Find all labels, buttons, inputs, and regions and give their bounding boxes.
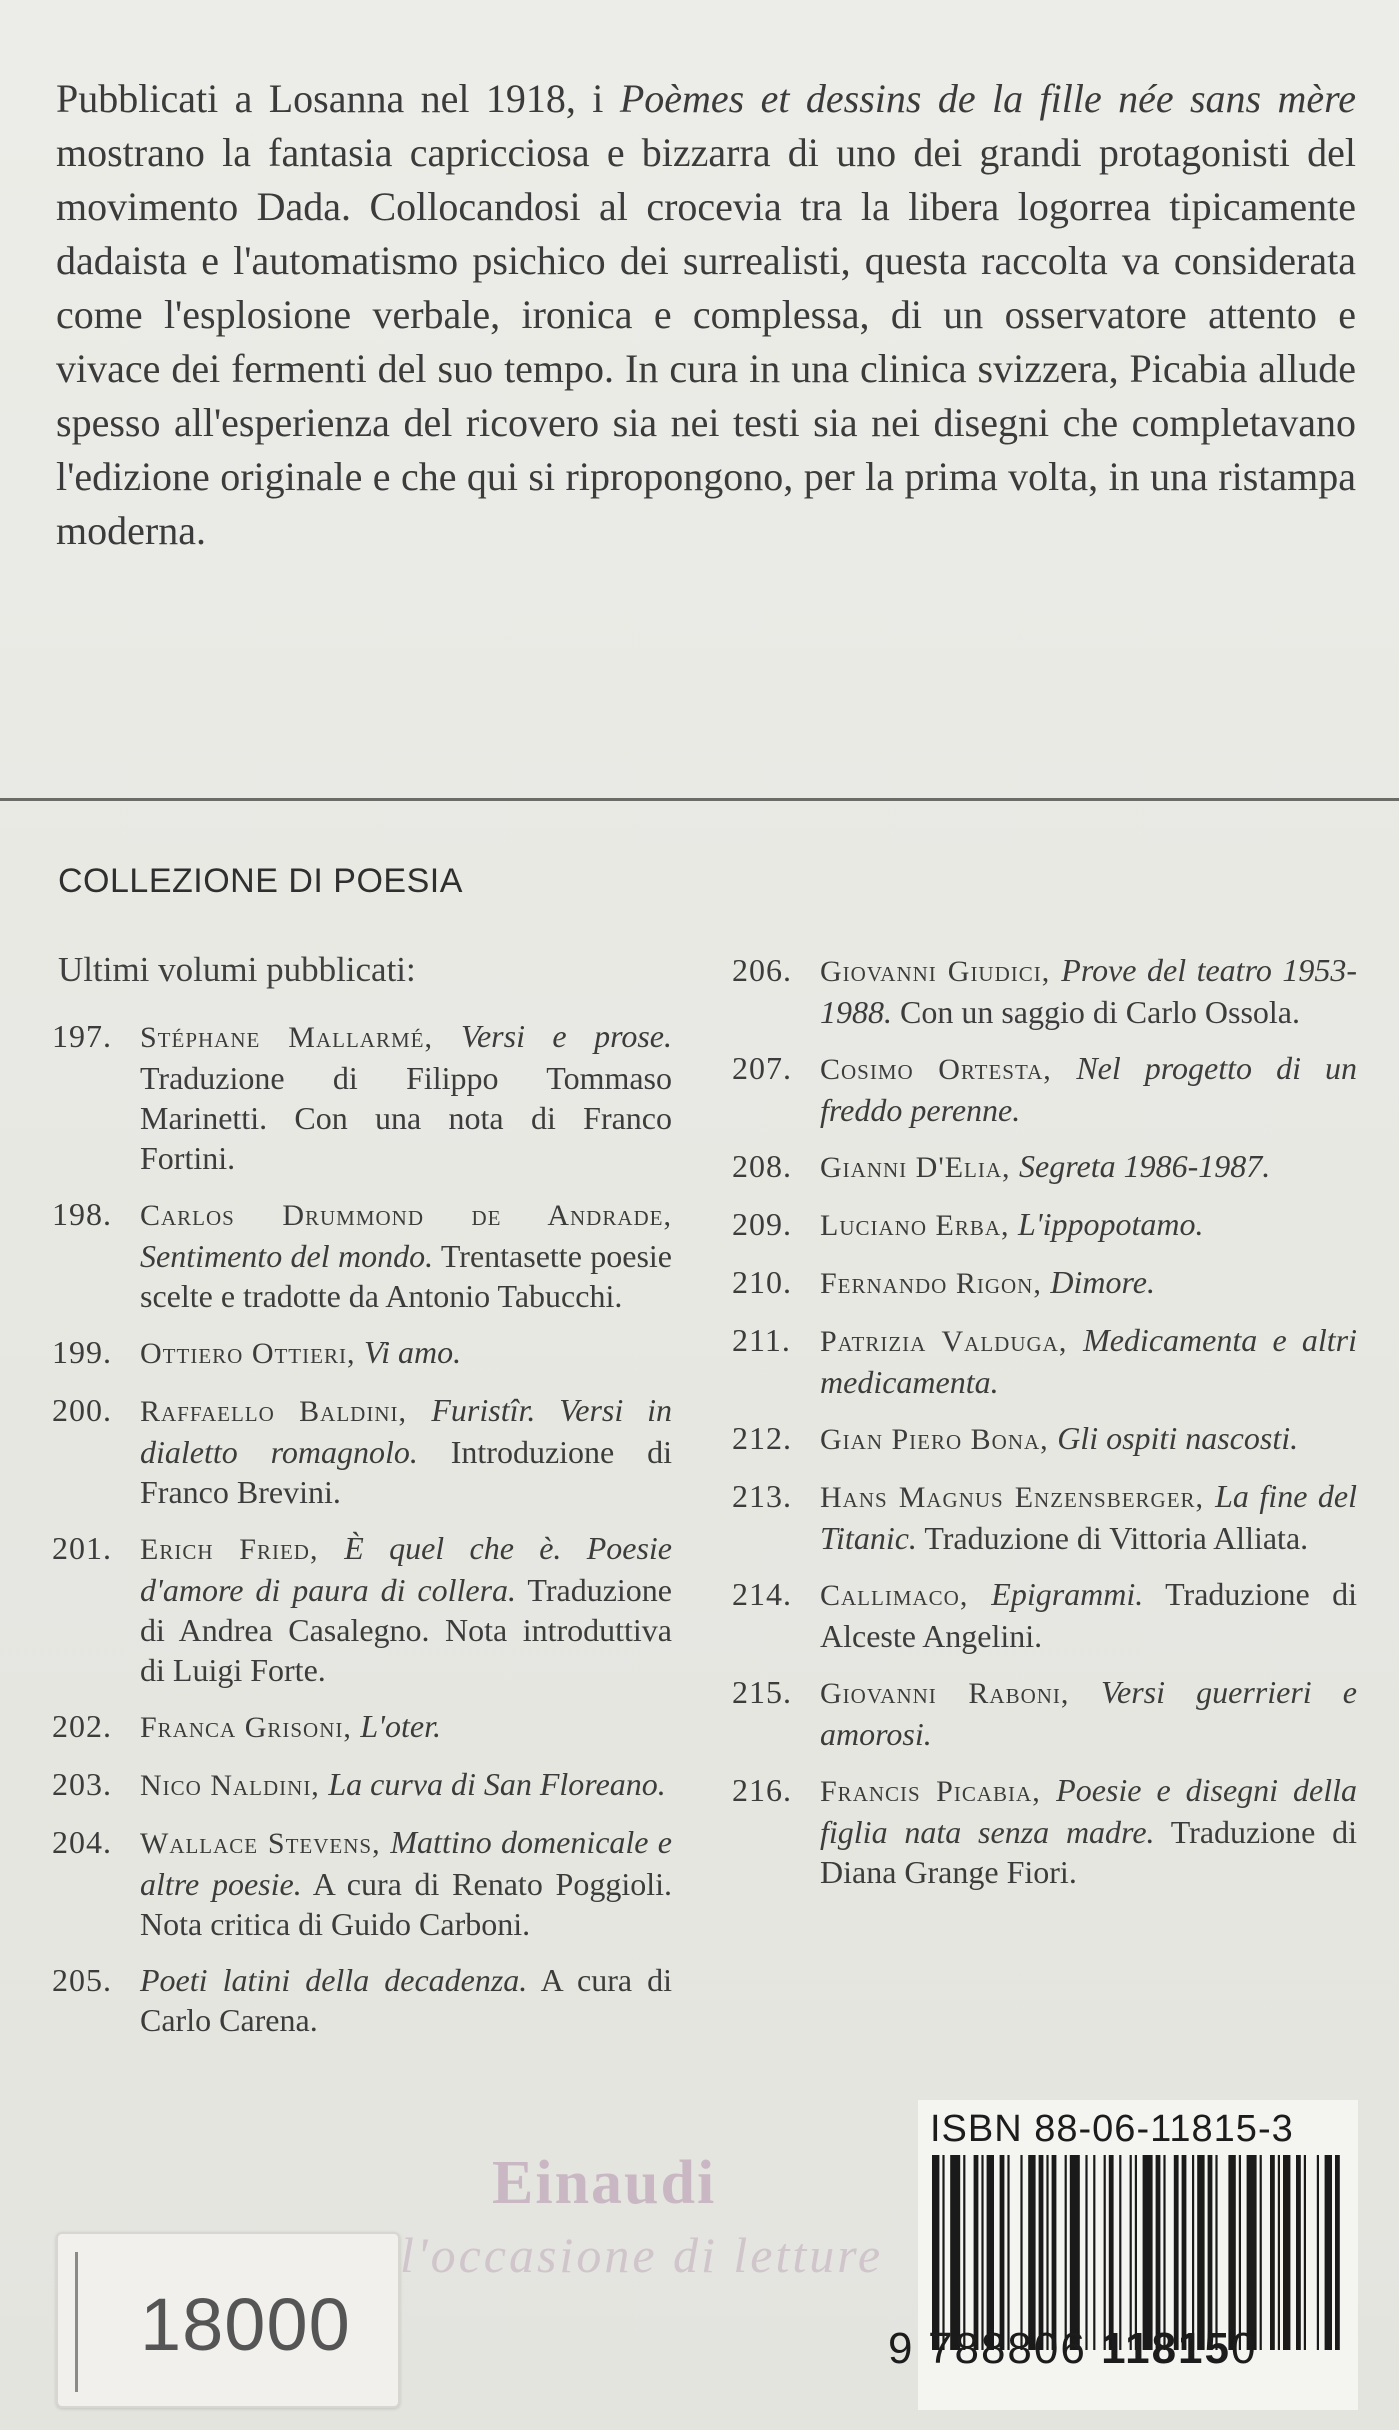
cover-blurb: Pubblicati a Losanna nel 1918, i Poèmes et dessins de la fille née sans mère mostrano la fantasia capricciosa e bizzarra di uno dei grandi protagonisti del movimento Dada. Collocandosi al crocevia tra la libera logorrea tipicamente dadaista e l'automatismo psichico dei surrealisti, questa raccolta va considerata come l'esplosione verbale, ironica e complessa, di un osservatore attento e vivace dei fermenti del suo tempo. In cura in una clinica svizzera, Picabia allude spesso all'esperienza del ricovero sia nei testi sia nei disegni che completavano l'edizione originale e che qui si ripropongono, per la prima volta, in una ristampa moderna. [56, 76, 1356, 553]
volume-list-left [52, 1016, 672, 2056]
volume-title: Sentimento del mondo. [140, 1238, 434, 1274]
volume-title: La curva di San Floreano. [328, 1766, 666, 1802]
volume-author: Cosimo Ortesta, [820, 1053, 1077, 1086]
volume-title: Medicamenta e altri medicamenta. [820, 1322, 1357, 1400]
volume-author: Gianni D'Elia, [820, 1151, 1020, 1184]
volume-number: 209. [732, 1206, 792, 1242]
volume-title: Poesie e disegni della figlia nata senza madre. [820, 1772, 1358, 1850]
volume-number: 206. [732, 952, 792, 988]
volume-description [820, 1672, 1357, 1754]
volume-description [820, 1320, 1357, 1402]
volume-title: Dimore. [1050, 1264, 1155, 1300]
volume-number: 198. [52, 1196, 112, 1232]
volume-author: Hans Magnus Enzensberger, [820, 1481, 1216, 1514]
volume-description [140, 1528, 672, 1690]
volume-description [140, 1960, 672, 2040]
isbn-number: ISBN 88-06-11815-3 [930, 2108, 1294, 2150]
volume-entry [52, 1332, 672, 1374]
volume-author: Gian Piero Bona, [820, 1423, 1058, 1456]
volume-number: 207. [732, 1050, 792, 1086]
volume-note: Trentasette poesie scelte e tradotte da Antonio Tabucchi. [140, 1238, 673, 1314]
volume-number: 202. [52, 1708, 112, 1744]
volume-number: 215. [732, 1674, 792, 1710]
volume-entry [732, 1672, 1357, 1754]
volume-entry [732, 1146, 1357, 1188]
volume-title: Furistîr. Versi in dialetto romagnolo. [140, 1392, 672, 1470]
volume-title: Segreta 1986-1987. [1019, 1148, 1271, 1184]
publisher-stamp: Einaudi [492, 2149, 717, 2217]
volume-description [140, 1390, 672, 1512]
volume-entry [732, 1770, 1357, 1892]
volume-title: Versi e prose. [460, 1018, 673, 1054]
volume-author: Giovanni Giudici, [820, 955, 1062, 988]
volume-note: Traduzione di Vittoria Alliata. [916, 1520, 1309, 1556]
volume-entry [732, 1574, 1357, 1656]
volume-number: 208. [732, 1148, 792, 1184]
volume-description [820, 1770, 1357, 1892]
volume-author: Stéphane Mallarmé, [140, 1021, 461, 1054]
volume-number: 205. [52, 1962, 112, 1998]
volume-number: 210. [732, 1264, 792, 1300]
volume-number: 203. [52, 1766, 112, 1802]
volume-author: Callimaco, [820, 1579, 992, 1612]
volume-author: Luciano Erba, [820, 1209, 1018, 1242]
volume-note: A cura di Renato Poggioli. Nota critica di Guido Carboni. [140, 1866, 673, 1942]
volume-number: 204. [52, 1824, 112, 1860]
volume-entry [732, 1476, 1357, 1558]
volume-note: Introduzione di Franco Brevini. [140, 1434, 672, 1510]
ean-digits: 9 788806 118150 [888, 2324, 1258, 2373]
barcode-icon [930, 2155, 1342, 2350]
volume-number: 213. [732, 1478, 792, 1514]
volume-description [820, 1048, 1357, 1130]
volume-author: Patrizia Valduga, [820, 1325, 1084, 1358]
volume-entry [52, 1960, 672, 2040]
volume-entry [732, 1418, 1357, 1460]
volume-entry [52, 1764, 672, 1806]
volume-author: Giovanni Raboni, [820, 1677, 1102, 1710]
volume-entry [52, 1706, 672, 1748]
volume-note: A cura di Carlo Carena. [140, 1962, 673, 2038]
volume-author: Raffaello Baldini, [140, 1395, 432, 1428]
volume-entry [732, 1204, 1357, 1246]
volume-description [820, 950, 1357, 1032]
volume-description [820, 1418, 1357, 1460]
volume-note: Traduzione di Alceste Angelini. [820, 1576, 1357, 1654]
volume-author: Wallace Stevens, [140, 1827, 391, 1860]
volume-title: La fine del Titanic. [820, 1478, 1358, 1556]
volume-title: Vi amo. [363, 1334, 462, 1370]
volume-author: Erich Fried, [140, 1533, 345, 1566]
volume-title: Mattino domenicale e altre poesie. [140, 1824, 672, 1902]
volume-entry [732, 1262, 1357, 1304]
volume-description [140, 1332, 672, 1374]
volume-entry [732, 1048, 1357, 1130]
volume-note: Con un saggio di Carlo Ossola. [892, 994, 1300, 1030]
volume-title: Nel progetto di un freddo perenne. [820, 1050, 1357, 1128]
stamp-tagline: l'occasione di letture [400, 2227, 884, 2283]
volume-title: Prove del teatro 1953-1988. [820, 952, 1357, 1030]
volume-author: Franca Grisoni, [140, 1711, 361, 1744]
volume-title: Poeti latini della decadenza. [140, 1962, 528, 1998]
volume-author: Carlos Drummond de Andrade, [140, 1199, 672, 1232]
volume-number: 200. [52, 1392, 112, 1428]
collection-name: COLLEZIONE DI POESIA [58, 862, 463, 900]
volume-description [820, 1476, 1357, 1558]
volume-description [820, 1262, 1357, 1304]
volume-title: Versi guerrieri e amorosi. [820, 1674, 1357, 1752]
volume-number: 216. [732, 1772, 792, 1808]
volume-description [140, 1822, 672, 1944]
volume-entry [52, 1194, 672, 1316]
volume-title: È quel che è. Poesie d'amore di paura di collera. [140, 1530, 672, 1608]
volume-title: L'oter. [360, 1708, 442, 1744]
volume-description [140, 1764, 672, 1806]
volume-number: 214. [732, 1576, 792, 1612]
recent-volumes-heading: Ultimi volumi pubblicati: [58, 950, 416, 989]
section-divider [0, 798, 1399, 801]
volume-description [140, 1194, 672, 1316]
volume-note: Traduzione di Diana Grange Fiori. [820, 1814, 1358, 1890]
volume-description [820, 1574, 1357, 1656]
volume-author: Nico Naldini, [140, 1769, 329, 1802]
volume-author: Francis Picabia, [820, 1775, 1057, 1808]
volume-entry [732, 1320, 1357, 1402]
volume-author: Ottiero Ottieri, [140, 1337, 364, 1370]
volume-note: Traduzione di Andrea Casalegno. Nota introduttiva di Luigi Forte. [140, 1572, 673, 1688]
volume-title: L'ippopotamo. [1018, 1206, 1204, 1242]
volume-number: 199. [52, 1334, 112, 1370]
volume-description [140, 1706, 672, 1748]
volume-list-right [732, 950, 1357, 1908]
volume-title: Gli ospiti nascosti. [1057, 1420, 1299, 1456]
volume-entry [52, 1016, 672, 1178]
volume-number: 211. [732, 1322, 791, 1358]
volume-description [820, 1146, 1357, 1188]
volume-number: 201. [52, 1530, 112, 1566]
volume-entry [732, 950, 1357, 1032]
volume-note: Traduzione di Filippo Tommaso Marinetti. Con una nota di Franco Fortini. [140, 1060, 672, 1176]
volume-number: 197. [52, 1018, 112, 1054]
volume-author: Fernando Rigon, [820, 1267, 1051, 1300]
price-label: 18000 [140, 2283, 351, 2366]
sticker-edge [75, 2252, 78, 2392]
volume-title: Epigrammi. [991, 1576, 1144, 1612]
volume-number: 212. [732, 1420, 792, 1456]
volume-entry [52, 1528, 672, 1690]
volume-description [820, 1204, 1357, 1246]
original-title: Poèmes et dessins de la fille née sans mère [619, 76, 1356, 121]
volume-entry [52, 1822, 672, 1944]
volume-description [140, 1016, 672, 1178]
volume-entry [52, 1390, 672, 1512]
